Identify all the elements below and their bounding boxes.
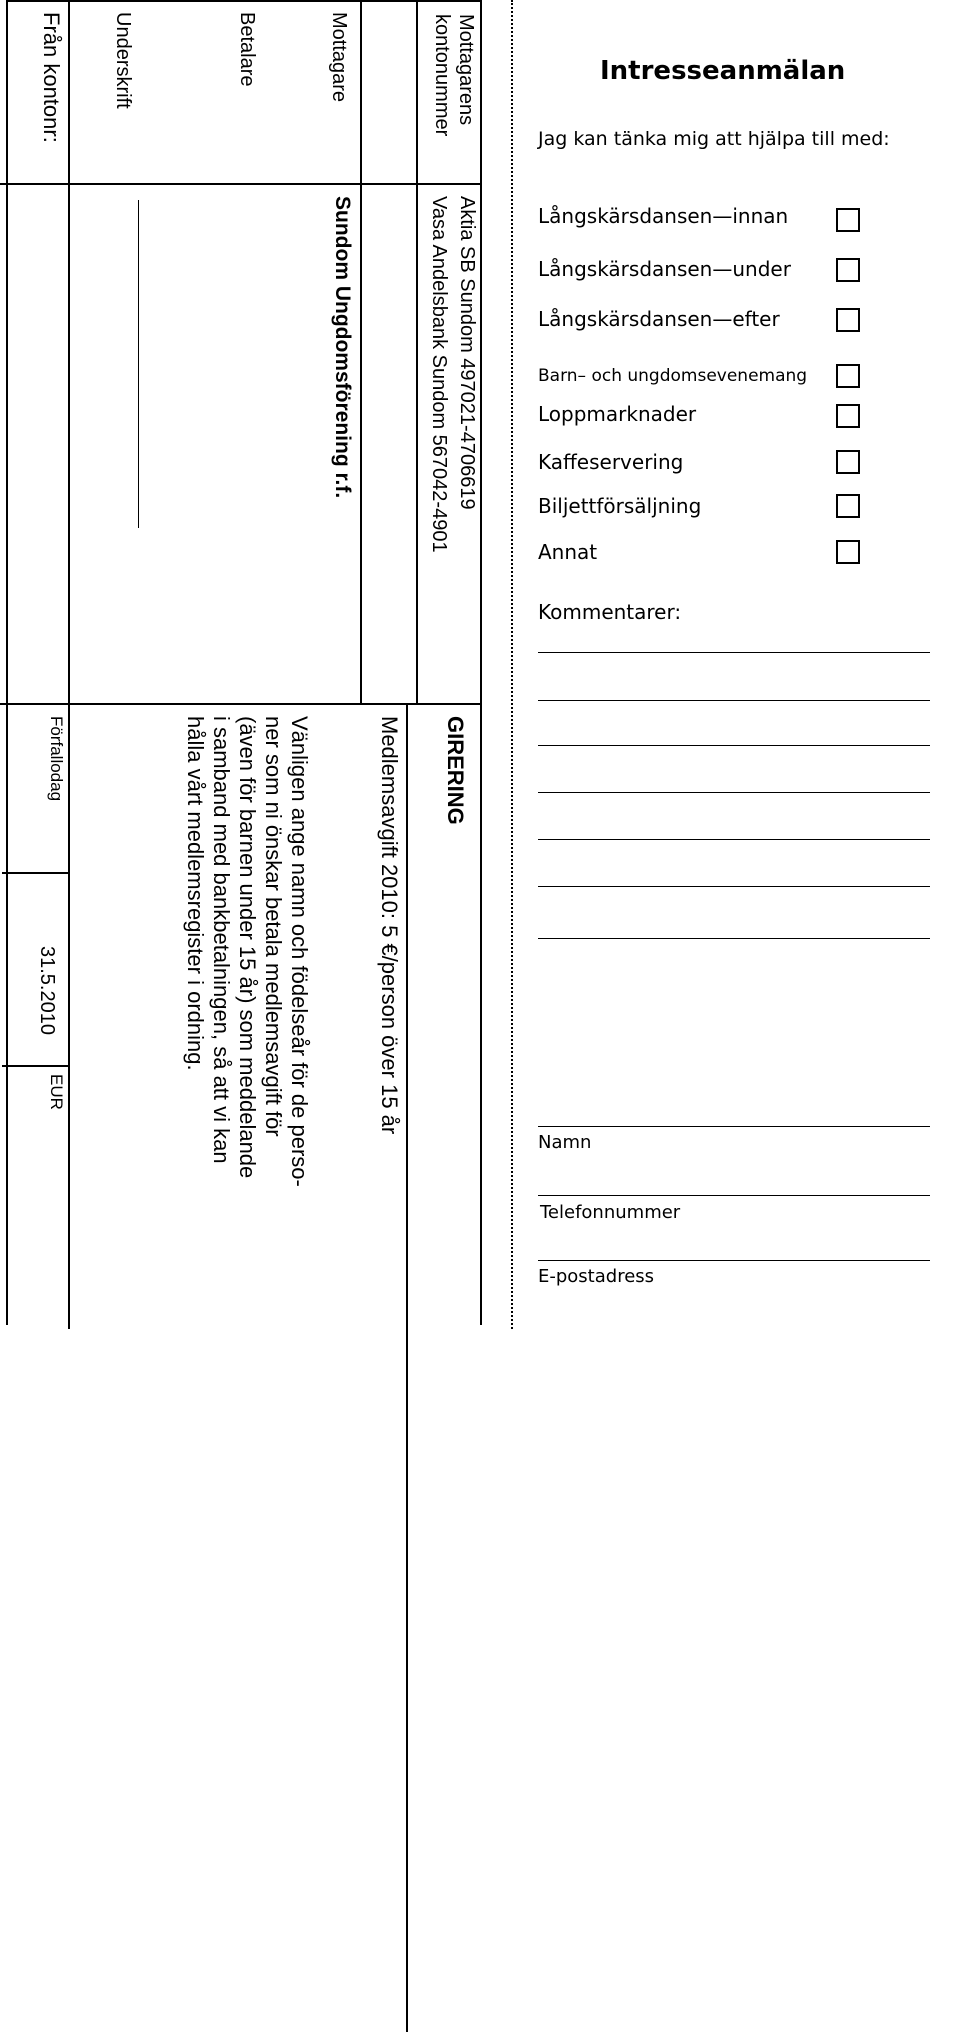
due-date-label: Förfallodag — [47, 716, 66, 802]
due-date-divider — [2, 872, 70, 874]
option-checkbox[interactable] — [836, 364, 860, 388]
message-line: i samband med bankbetalningen, så att vi kan — [209, 716, 234, 1164]
option-checkbox[interactable] — [836, 258, 860, 282]
recipient-name: Sundom Ungdomsförening r.f. — [331, 196, 354, 499]
option-checkbox[interactable] — [836, 494, 860, 518]
row-divider-2 — [360, 0, 362, 703]
form-intro: Jag kan tänka mig att hjälpa till med: — [538, 128, 890, 150]
option-label: Kaffeservering — [538, 450, 684, 474]
option-checkbox[interactable] — [836, 540, 860, 564]
comment-line[interactable] — [538, 938, 930, 939]
option-checkbox[interactable] — [836, 404, 860, 428]
eur-divider — [2, 1065, 70, 1067]
form-title: Intresseanmälan — [600, 56, 846, 86]
message-line: Vänligen ange namn och födelseår för de perso- — [287, 716, 312, 1187]
comment-line[interactable] — [538, 886, 930, 887]
from-account-label: Från kontonr: — [39, 12, 64, 143]
comment-line[interactable] — [538, 745, 930, 746]
email-field-line[interactable] — [538, 1260, 930, 1261]
comment-line[interactable] — [538, 792, 930, 793]
fee-text: Medlemsavgift 2010: 5 €/person över 15 år — [377, 716, 402, 1135]
comments-label: Kommentarer: — [538, 600, 682, 624]
signature-label: Underskrift — [112, 12, 134, 109]
payer-label: Betalare — [236, 12, 258, 87]
message-line: hålla vårt medlemsregister i ordning. — [183, 716, 208, 1071]
option-label: Barn– och ungdomsevenemang — [538, 366, 808, 386]
row-divider-1 — [416, 0, 418, 703]
option-checkbox[interactable] — [836, 208, 860, 232]
option-label: Annat — [538, 540, 598, 564]
cut-line — [511, 0, 513, 1329]
option-label: Loppmarknader — [538, 402, 697, 426]
currency-label: EUR — [47, 1074, 66, 1110]
message-line: (även för barnen under 15 år) som meddelande — [235, 716, 260, 1179]
row-divider-4 — [68, 0, 70, 1329]
option-label: Biljettförsäljning — [538, 494, 702, 518]
option-label: Långskärsdansen—under — [538, 257, 791, 281]
giro-slip — [0, 0, 482, 1329]
member-message — [182, 716, 312, 1187]
giro-label-column-divider — [0, 183, 482, 185]
name-label: Namn — [538, 1132, 592, 1153]
option-checkbox[interactable] — [836, 450, 860, 474]
phone-label: Telefonnummer — [540, 1202, 681, 1223]
recipient-label: Mottagare — [328, 12, 350, 103]
giro-title: GIRERING — [443, 716, 468, 825]
name-field-line[interactable] — [538, 1126, 930, 1127]
option-label: Långskärsdansen—innan — [538, 204, 789, 228]
option-label: Långskärsdansen—efter — [538, 307, 780, 331]
signature-line — [138, 200, 139, 528]
bank-account-1: Aktia SB Sundom 497021-4706619 — [456, 196, 478, 510]
row-divider-3 — [406, 703, 408, 2032]
bank-account-2: Vasa Andelsbank Sundom 567042-4901 — [428, 196, 450, 553]
email-label: E-postadress — [538, 1266, 655, 1287]
comment-line[interactable] — [538, 652, 930, 653]
giro-right-section-divider — [0, 703, 482, 705]
comment-line[interactable] — [538, 839, 930, 840]
phone-field-line[interactable] — [538, 1195, 930, 1196]
option-checkbox[interactable] — [836, 308, 860, 332]
due-date: 31.5.2010 — [36, 946, 58, 1035]
recipient-account-label: Mottagarens kontonummer — [431, 14, 477, 137]
comment-line[interactable] — [538, 700, 930, 701]
message-line: ner som ni önskar betala medlemsavgift för — [261, 716, 286, 1137]
